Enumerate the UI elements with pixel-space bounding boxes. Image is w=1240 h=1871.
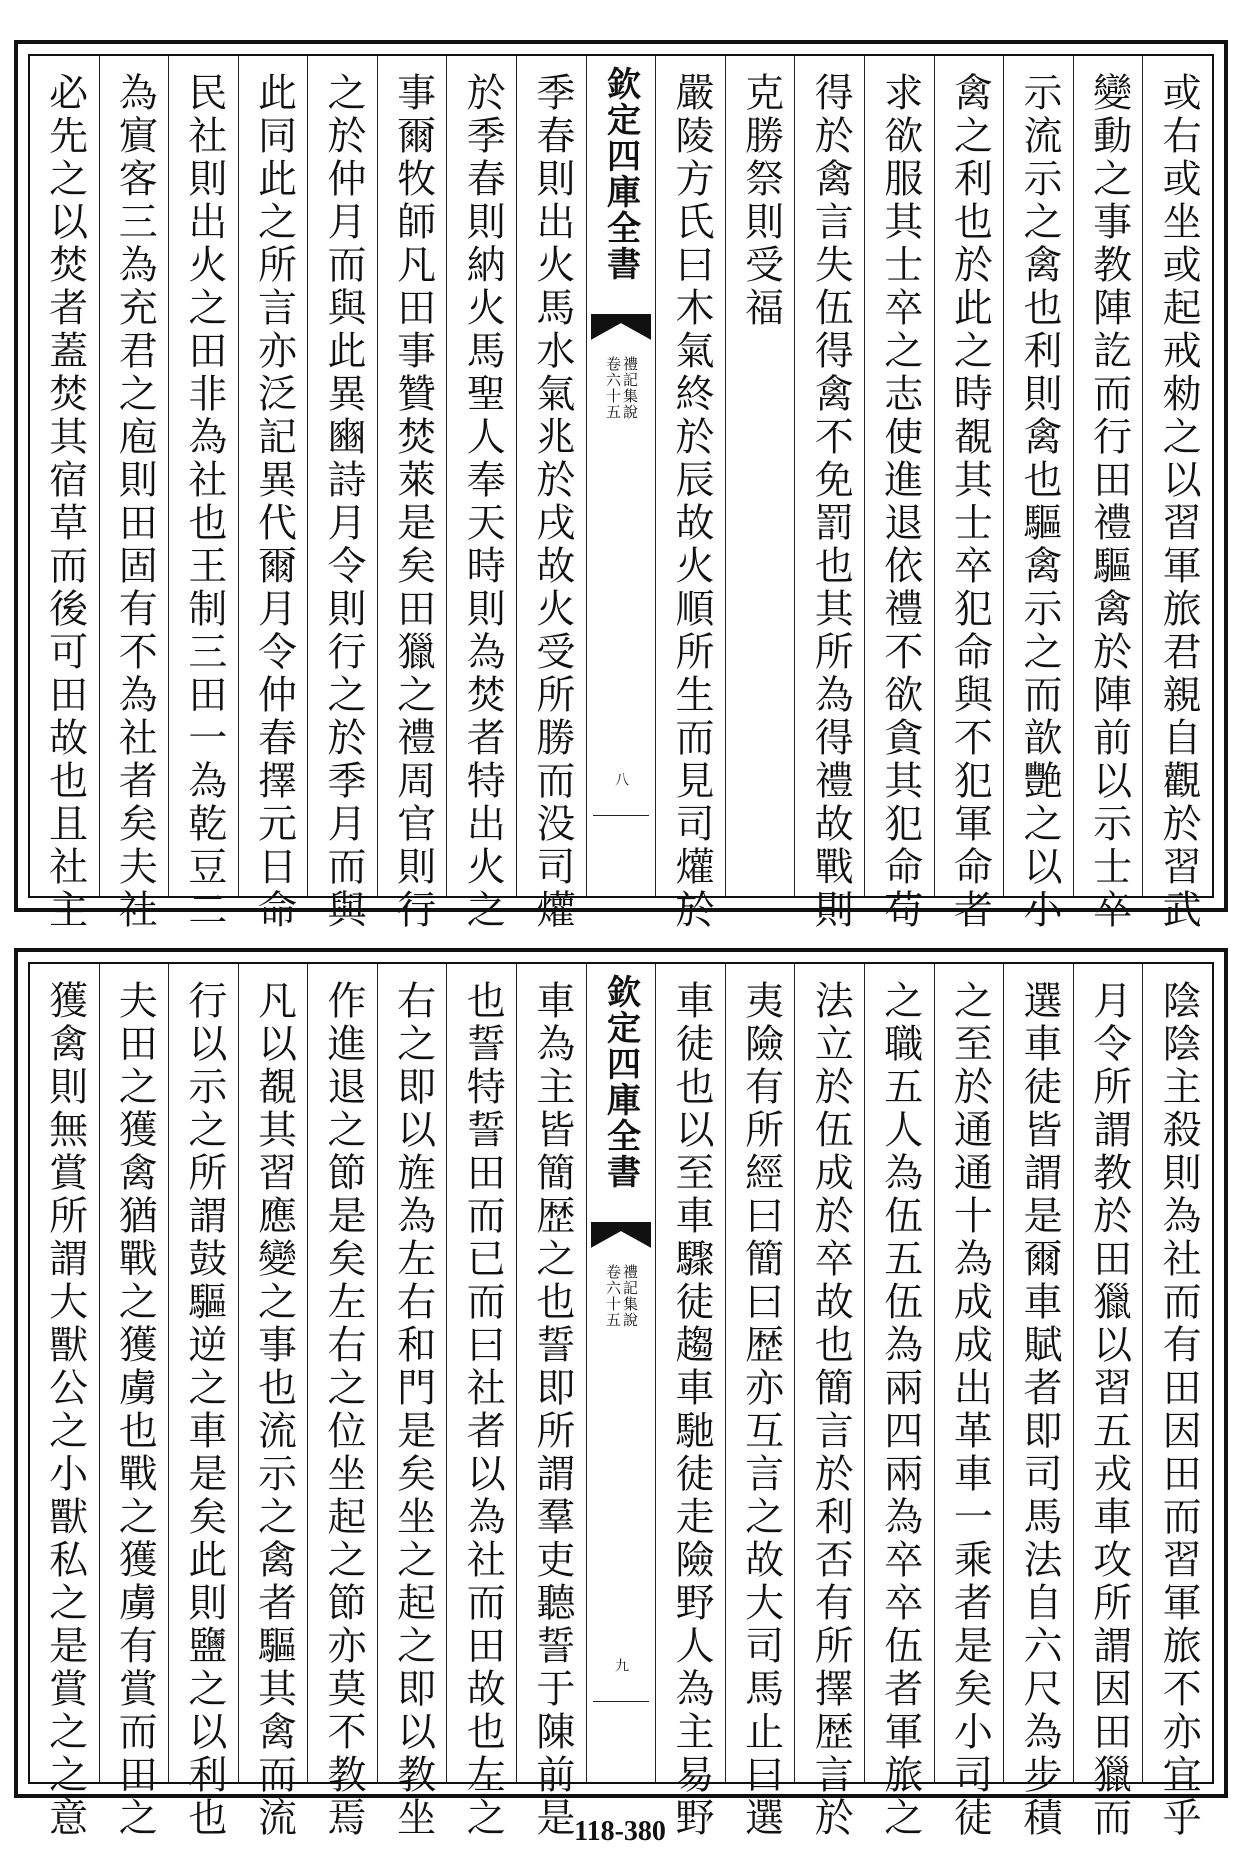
center-rule — [593, 1701, 650, 1702]
text-column: 此同此之所言亦泛記異代爾月令仲春擇元日命 — [238, 56, 308, 896]
text-column: 夷險有所經曰簡曰歴亦互言之故大司馬止曰選 — [725, 964, 795, 1782]
book-name: 禮記集說 — [620, 1264, 639, 1328]
text-column: 於季春則納火馬聖人奉天時則為焚者特出火之 — [446, 56, 516, 896]
text-column: 之至於通通十為成成出革車一乘者是矣小司徒 — [934, 964, 1004, 1782]
text-column: 法立於伍成於卒故也簡言於利否有所擇歴言於 — [794, 964, 864, 1782]
chapter-info — [605, 356, 637, 420]
text-column: 獲禽則無賞所謂大獸公之小獸私之是賞之之意 — [42, 980, 88, 1840]
text-column: 為賔客三為充君之庖則田固有不為社者矣夫社 — [99, 56, 169, 896]
text-column: 車徒也以至車驟徒趨車馳徒走險野人為主易野 — [655, 964, 725, 1782]
text-column: 月令所謂教於田獵以習五戎車攻所謂因田獵而 — [1073, 964, 1143, 1782]
text-column: 選車徒皆謂是爾車賦者即司馬法自六尺為步積 — [1003, 964, 1073, 1782]
text-column: 夫田之獲禽猶戰之獲虜也戰之獲虜有賞而田之 — [99, 964, 169, 1782]
text-column: 嚴陵方氏曰木氣終於辰故火順所生而見司爟於 — [655, 56, 725, 896]
page-number: 118-380 — [574, 1816, 666, 1847]
top-page-columns — [28, 54, 1214, 932]
fishtail-mark — [591, 1222, 652, 1248]
text-column: 克勝祭則受福 — [725, 56, 795, 896]
text-column: 民社則出火之田非為社也王制三田一為乾豆二 — [168, 56, 238, 896]
text-column: 也誓特誓田而已而曰社者以為社而田故也左之 — [446, 964, 516, 1782]
text-column: 之於仲月而與此異豳詩月令則行之於季月而與 — [307, 56, 377, 896]
text-column: 變動之事教陣訖而行田禮驅禽於陣前以示士卒 — [1073, 56, 1143, 896]
top-page-frame — [14, 40, 1228, 932]
folio-number: 九 — [612, 1658, 629, 1672]
text-column: 作進退之節是矣左右之位坐起之節亦莫不教焉 — [307, 964, 377, 1782]
text-column: 禽之利也於此之時覩其士卒犯命與不犯軍命者 — [934, 56, 1004, 896]
folio-number: 八 — [612, 772, 629, 786]
text-column: 示流示之禽也利則禽也驅禽示之而歆艷之以小 — [1003, 56, 1073, 896]
text-column: 求欲服其士卒之志使進退依禮不欲貪其犯命苟 — [864, 56, 934, 896]
book-name: 禮記集說 — [620, 356, 639, 420]
juan-number: 卷六十五 — [603, 356, 622, 420]
text-column: 或右或坐或起戒勑之以習軍旅君親自觀於習武 — [1142, 56, 1212, 896]
text-column: 行以示之所謂鼓驅逆之車是矣此則鹽之以利也 — [168, 964, 238, 1782]
text-column: 陰陰主殺則為社而有田因田而習軍旅不亦宜乎 — [1142, 964, 1212, 1782]
text-column: 右之即以旌為左右和門是矣坐之起之即以教坐 — [377, 964, 447, 1782]
center-margin — [586, 56, 656, 896]
text-column: 凡以覩其習應變之事也流示之禽者驅其禽而流 — [238, 964, 308, 1782]
text-column: 車為主皆簡歴之也誓即所謂羣吏聽誓于陳前是 — [516, 964, 586, 1782]
center-rule — [593, 815, 650, 816]
text-column: 得於禽言失伍得禽不免罰也其所為得禮故戰則 — [794, 56, 864, 896]
juan-number: 卷六十五 — [603, 1264, 622, 1328]
book-title: 欽定四庫全書 — [600, 974, 641, 1190]
text-column: 事爾牧師凡田事贊焚萊是矣田獵之禮周官則行 — [377, 56, 447, 896]
fishtail-mark — [591, 314, 652, 340]
text-column: 必先之以焚者蓋焚其宿草而後可田故也且社主 — [42, 72, 88, 932]
text-column: 之職五人為伍五伍為兩四兩為卒卒伍者軍旅之 — [864, 964, 934, 1782]
text-column: 季春則出火馬水氣兆於戌故火受所勝而没司爟 — [516, 56, 586, 896]
chapter-info — [605, 1264, 637, 1328]
center-margin — [586, 964, 656, 1782]
book-title: 欽定四庫全書 — [600, 66, 641, 282]
